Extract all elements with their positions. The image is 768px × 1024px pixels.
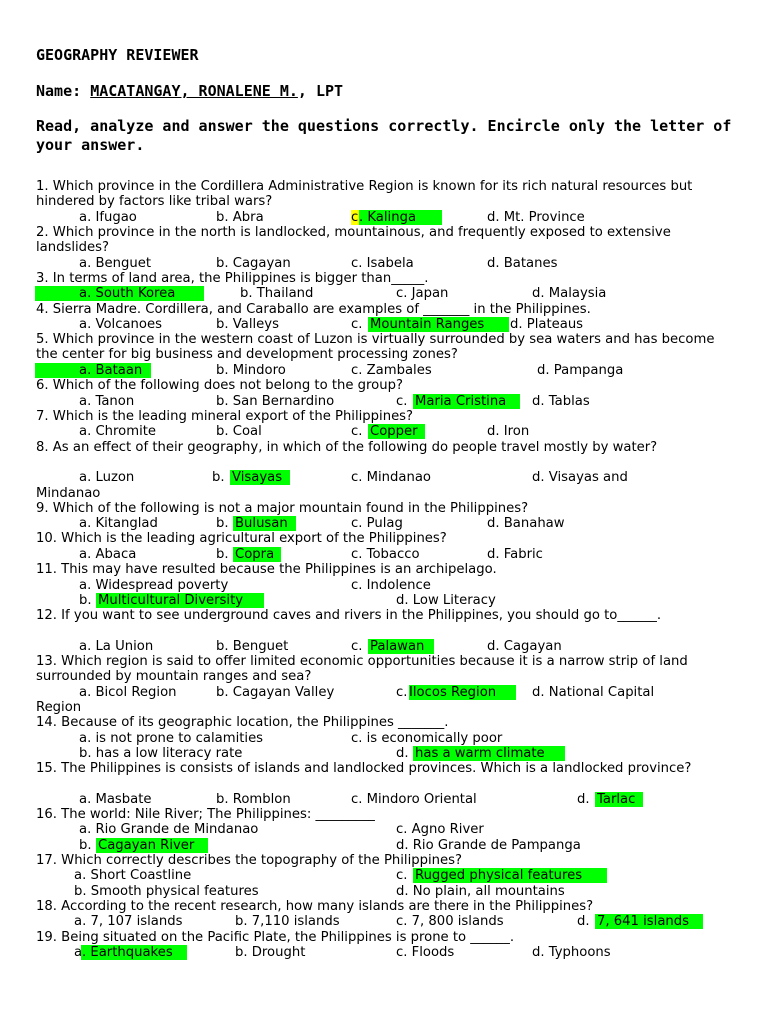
option-letter: c. [351, 317, 363, 332]
option-answer: Palawan [370, 639, 425, 654]
option: d. Banahaw [487, 516, 565, 531]
option: c. Japan [396, 286, 449, 301]
option: d. Typhoons [532, 945, 611, 960]
option-letter: a [74, 945, 83, 960]
option-answer: Mountain Ranges [370, 317, 485, 332]
question-10: 10. Which is the leading agricultural export of the Philippines? [36, 531, 447, 546]
question-18: 18. According to the recent research, how many islands are there in the Philippines? [36, 899, 594, 914]
option: d. Plateaus [510, 317, 584, 332]
option: d. Cagayan [487, 639, 562, 654]
question-17: 17. Which correctly describes the topography of the Philippines? [36, 853, 462, 868]
question-8: 8. As an effect of their geography, in which of the following do people travel mostly by water? [36, 440, 658, 455]
option-answer: has a warm climate [415, 746, 545, 761]
option: d. No plain, all mountains [396, 884, 565, 899]
option-answer: Maria Cristina [415, 394, 507, 409]
option-letter: b. [79, 593, 92, 608]
option: a. Ifugao [79, 210, 137, 225]
question-14: 14. Because of its geographic location, the Philippines _______. [36, 715, 449, 730]
name-line [36, 82, 343, 100]
option-letter: b. [212, 470, 225, 485]
option: a. Widespread poverty [79, 578, 229, 593]
option-answer: Rugged physical features [415, 868, 583, 883]
option-answer: . Earthquakes [82, 945, 173, 960]
option: c. Floods [396, 945, 455, 960]
option: a. is not prone to calamities [79, 731, 264, 746]
name-value: MACATANGAY, RONALENE M. [90, 82, 298, 100]
option: b. Benguet [216, 639, 289, 654]
question-15: 15. The Philippines is consists of islands and landlocked provinces. Which is a landlocked province? [36, 761, 692, 776]
option-letter: d. [396, 746, 409, 761]
option-letter: b. [216, 516, 229, 531]
option: d. Iron [487, 424, 530, 439]
option: a. Rio Grande de Mindanao [79, 822, 259, 837]
option-letter: c. [351, 639, 363, 654]
option: a. La Union [79, 639, 154, 654]
question-3: 3. In terms of land area, the Philippines is bigger than_____. [36, 271, 429, 286]
document-title: GEOGRAPHY REVIEWER [36, 46, 199, 64]
option: a. Benguet [79, 256, 151, 271]
option: c. Mindanao [351, 470, 431, 485]
option-answer: a. South Korea [79, 286, 176, 301]
option: d. Pampanga [537, 363, 624, 378]
question-9: 9. Which of the following is not a major mountain found in the Philippines? [36, 501, 529, 516]
option: b. Drought [235, 945, 306, 960]
option-answer: . Kalinga [359, 210, 417, 225]
option: c. Isabela [351, 256, 414, 271]
option-answer: Ilocos Region [409, 685, 497, 700]
option-answer: Tarlac [597, 792, 636, 807]
name-suffix: , LPT [297, 82, 344, 100]
option: d. Batanes [487, 256, 558, 271]
option: c. Pulag [351, 516, 403, 531]
option-answer: Multicultural Diversity [98, 593, 244, 608]
option-letter: d. [577, 914, 590, 929]
option: a. Luzon [79, 470, 135, 485]
option: a. Kitanglad [79, 516, 158, 531]
option: b. Cagayan [216, 256, 291, 271]
option: b. Smooth physical features [74, 884, 259, 899]
option: a. Bicol Region [79, 685, 177, 700]
option: c. Mindoro Oriental [351, 792, 477, 807]
question-2: 2. Which province in the north is landlocked, mountainous, and frequently exposed to extensive landslides? [36, 225, 671, 256]
option: a. Volcanoes [79, 317, 162, 332]
option-letter: d. [577, 792, 590, 807]
option-answer: Copper [370, 424, 418, 439]
question-19: 19. Being situated on the Pacific Plate, the Philippines is prone to ______. [36, 930, 515, 945]
option: c. Zambales [351, 363, 432, 378]
option: d. Low Literacy [396, 593, 496, 608]
option-letter: c. [396, 394, 408, 409]
option-answer: 7, 641 islands [597, 914, 690, 929]
option-answer: Visayas [232, 470, 283, 485]
name-label: Name: [36, 82, 82, 100]
option-letter: c. [351, 424, 363, 439]
option: d. Mt. Province [487, 210, 585, 225]
option-letter: c. [396, 868, 408, 883]
option: a. Chromite [79, 424, 157, 439]
option: d. Malaysia [532, 286, 607, 301]
question-12: 12. If you want to see underground caves and rivers in the Philippines, you should go to______. [36, 608, 662, 623]
question-13: 13. Which region is said to offer limited economic opportunities because it is a narrow strip of land surrounded by mountain ranges and sea? [36, 654, 688, 685]
option: b. Abra [216, 210, 264, 225]
option: d. National Capital [532, 685, 655, 700]
option: c. Indolence [351, 578, 431, 593]
option-letter: c. [396, 685, 408, 700]
option: c. Agno River [396, 822, 484, 837]
question-6: 6. Which of the following does not belong to the group? [36, 378, 403, 393]
option: c. Tobacco [351, 547, 420, 562]
question-1: 1. Which province in the Cordillera Administrative Region is known for its rich natural resources but hindered by factors like tribal wars? [36, 179, 693, 210]
option-continued: Mindanao [36, 486, 101, 501]
option-letter: b. [216, 547, 229, 562]
option-letter: b. [79, 838, 92, 853]
option-answer: Cagayan River [98, 838, 195, 853]
option-answer: Bulusan [235, 516, 288, 531]
option: a. Tanon [79, 394, 135, 409]
question-4: 4. Sierra Madre. Cordillera, and Caraballo are examples of _______ in the Philippines. [36, 302, 591, 317]
option-answer: a. Bataan [79, 363, 143, 378]
option: b. Thailand [240, 286, 314, 301]
option: c. 7, 800 islands [396, 914, 504, 929]
option: a. Short Coastline [74, 868, 192, 883]
option-letter: c [351, 210, 359, 225]
question-11: 11. This may have resulted because the Philippines is an archipelago. [36, 562, 497, 577]
option: a. 7, 107 islands [74, 914, 183, 929]
option: d. Visayas and [532, 470, 628, 485]
option: d. Rio Grande de Pampanga [396, 838, 581, 853]
option: b. San Bernardino [216, 394, 335, 409]
option: d. Fabric [487, 547, 543, 562]
option: b. Cagayan Valley [216, 685, 335, 700]
option: b. Romblon [216, 792, 291, 807]
option: d. Tablas [532, 394, 590, 409]
option: a. Abaca [79, 547, 137, 562]
option: a. Masbate [79, 792, 152, 807]
option-answer: Copra [235, 547, 275, 562]
option: b. Mindoro [216, 363, 286, 378]
question-7: 7. Which is the leading mineral export of the Philippines? [36, 409, 414, 424]
question-16: 16. The world: Nile River; The Philippines: _________ [36, 807, 375, 822]
option-continued: Region [36, 700, 82, 715]
instructions: Read, analyze and answer the questions correctly. Encircle only the letter of your answer. [36, 117, 732, 154]
option: c. is economically poor [351, 731, 503, 746]
option: b. 7,110 islands [235, 914, 340, 929]
option: b. Valleys [216, 317, 279, 332]
question-5: 5. Which province in the western coast of Luzon is virtually surrounded by sea waters and has become the center for big business and development processing zones? [36, 332, 715, 363]
option: b. Coal [216, 424, 262, 439]
option: b. has a low literacy rate [79, 746, 243, 761]
